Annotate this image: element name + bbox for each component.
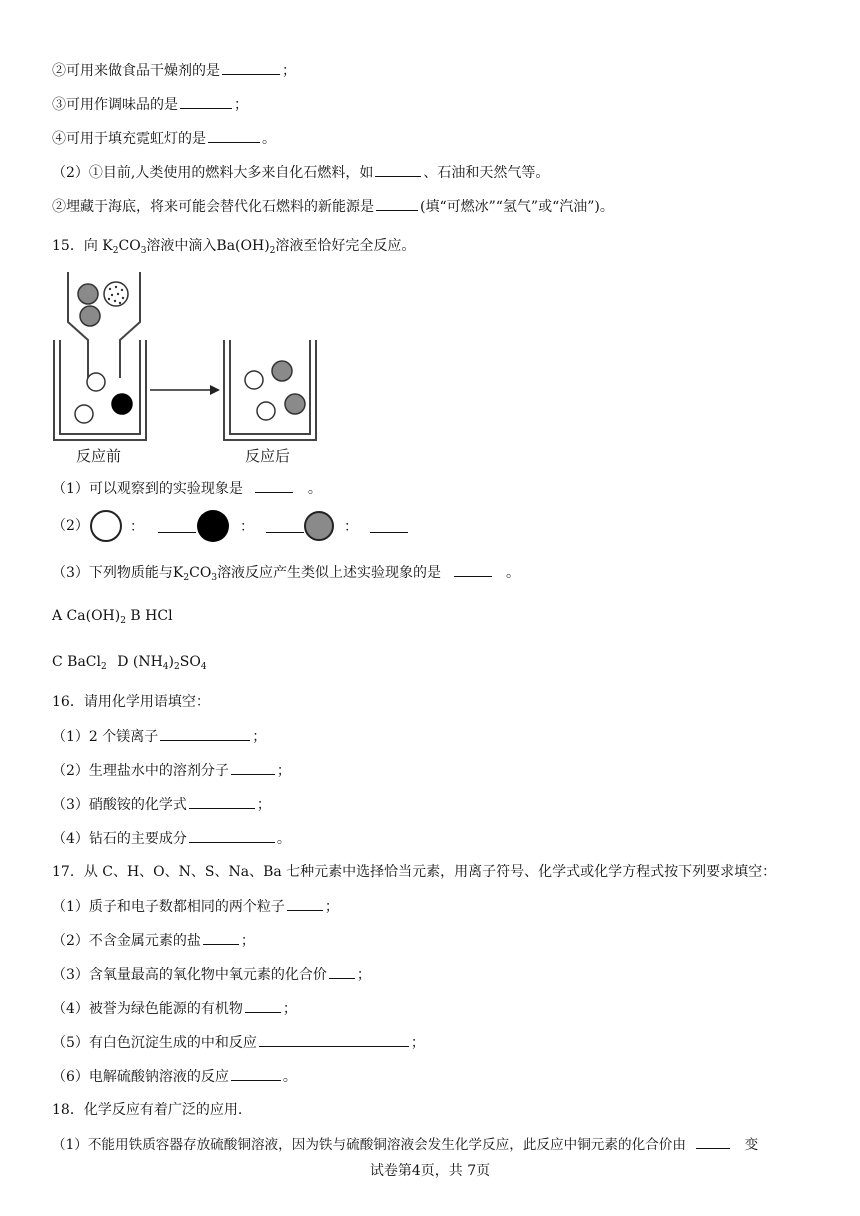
answer-blank[interactable] (375, 162, 421, 177)
q14-line-2 (52, 60, 296, 81)
q17-line-1 (52, 896, 339, 917)
text: ③可用作调味品的是 (52, 97, 178, 113)
q15-part-2 (52, 516, 89, 536)
q15-part-3: （3）下列物质能与$K_2CO_3$溶液反应产生类似上述实验现象的是 。 (52, 562, 520, 588)
text: （1）不能用铁质容器存放硫酸铜溶液，因为铁与硫酸铜溶液会发生化学反应，此反应中铜元素的化合价由 (52, 1137, 686, 1153)
answer-blank[interactable] (208, 128, 260, 143)
q17-line-5 (52, 1032, 425, 1053)
text: （3）硝酸铵的化学式 (52, 797, 187, 813)
text: ； (234, 97, 248, 113)
text: ②埋藏于海底，将来可能会替代化石燃料的新能源是 (52, 199, 374, 215)
q15-part-1 (52, 478, 322, 499)
text: 溶液至恰好完全反应。 (275, 238, 416, 254)
q16-line-4 (52, 828, 291, 849)
q15-title: 15．向 $K_2CO_3$溶液中滴入$Ba(OH)_2$溶液至恰好完全反应。 (52, 238, 416, 256)
answer-blank[interactable] (266, 518, 304, 533)
text: ； (240, 933, 255, 949)
text: （5）有白色沉淀生成的中和反应 (52, 1035, 257, 1051)
option-a-b: A $Ca(OH)_2$ B HCl (52, 608, 173, 626)
answer-blank[interactable] (189, 828, 275, 843)
label-before: 反应前 (76, 447, 122, 465)
answer-blank[interactable] (370, 518, 408, 533)
page-footer: 试卷第4页，共 7页 (369, 1163, 491, 1179)
answer-blank[interactable] (180, 94, 232, 109)
answer-blank[interactable] (160, 726, 250, 741)
option-c: C BaCl (52, 654, 101, 670)
q16-title: 16．请用化学用语填空： (52, 694, 210, 710)
text: （4）被誉为绿色能源的有机物 (52, 1001, 243, 1017)
q17-line-2 (52, 930, 255, 951)
q17-line-6 (52, 1066, 297, 1087)
reaction-diagram (50, 268, 340, 458)
answer-blank[interactable] (158, 518, 196, 533)
answer-blank[interactable] (231, 760, 275, 775)
formula: K (102, 238, 113, 254)
text: （2）不含金属元素的盐 (52, 933, 201, 949)
q16-line-1 (52, 726, 266, 747)
q17-line-4 (52, 998, 297, 1019)
answer-blank[interactable] (696, 1134, 730, 1149)
formula: CO (118, 238, 141, 254)
answer-blank[interactable] (231, 1066, 281, 1081)
text: 。 (505, 565, 520, 581)
white-particle (75, 405, 93, 423)
text: ； (252, 729, 267, 745)
white-particle (91, 511, 121, 541)
text: （6）电解硫酸钠溶液的反应 (52, 1069, 229, 1085)
q14-part-2b (52, 196, 614, 217)
answer-blank[interactable] (259, 1032, 409, 1047)
text: 。 (282, 1069, 297, 1085)
option-c-d: C BaCl$_2$ D $(NH_4)_2SO_4$ (52, 654, 207, 672)
answer-blank[interactable] (245, 998, 281, 1013)
text: ； (324, 899, 339, 915)
option-a: A Ca(OH) (52, 608, 121, 624)
text: 。 (262, 131, 276, 147)
text: （1）质子和电子数都相同的两个粒子 (52, 899, 285, 915)
answer-blank[interactable] (189, 794, 255, 809)
text: （2）生理盐水中的溶剂分子 (52, 763, 229, 779)
text: （3）下列物质能与 (52, 565, 173, 581)
text: ； (356, 967, 371, 983)
answer-blank[interactable] (376, 196, 418, 211)
text: （1）可以观察到的实验现象是 (52, 481, 243, 497)
answer-blank[interactable] (329, 964, 355, 979)
answer-blank[interactable] (454, 562, 492, 577)
text: ④可用于填充霓虹灯的是 (52, 131, 206, 147)
text: 变 (744, 1137, 759, 1153)
text: ②可用来做食品干燥剂的是 (52, 63, 220, 79)
option-b: B HCl (130, 608, 173, 624)
text: （2）①目前,人类使用的燃料大多来自化石燃料，如 (52, 165, 374, 181)
black-particle (197, 510, 229, 542)
text: 溶液反应产生类似上述实验现象的是 (217, 565, 442, 581)
gray-particle (305, 512, 333, 540)
q17-line-3 (52, 964, 371, 985)
dropper (68, 272, 140, 378)
option-d: D (NH (117, 654, 163, 670)
text: （3）含氧量最高的氧化物中氧元素的化合价 (52, 967, 327, 983)
formula: K (172, 565, 184, 581)
text: 溶液中滴入 (146, 238, 217, 254)
white-particle (87, 373, 105, 391)
white-particle (245, 371, 263, 389)
white-particle (257, 402, 275, 420)
text: 。 (276, 831, 291, 847)
gray-particle (272, 361, 292, 381)
answer-blank[interactable] (287, 896, 323, 911)
gray-particle (78, 284, 98, 304)
q16-line-3 (52, 794, 271, 815)
q18-title: 18．化学反应有着广泛的应用. (52, 1102, 243, 1118)
colon: ： (240, 519, 254, 535)
answer-blank[interactable] (203, 930, 239, 945)
text: (填“可燃冰”“氢气”或“汽油”)。 (420, 199, 614, 215)
q14-line-3 (52, 94, 248, 115)
formula: CO (189, 565, 212, 581)
gray-particle (285, 394, 305, 414)
text: ； (276, 763, 291, 779)
text: （4）钻石的主要成分 (52, 831, 187, 847)
text: （2） (52, 518, 89, 534)
text: （1）2 个镁离子 (52, 729, 159, 745)
q17-title: 17．从 C、H、O、N、S、Na、Ba 七种元素中选择恰当元素，用离子符号、化学式或化学方程式按下列要求填空： (52, 864, 777, 880)
text: ； (282, 1001, 297, 1017)
beaker-after (224, 340, 316, 440)
q16-line-2 (52, 760, 291, 781)
answer-blank[interactable] (222, 60, 280, 75)
answer-blank[interactable] (255, 478, 293, 493)
text: ； (256, 797, 271, 813)
formula: SO (179, 654, 201, 670)
q14-line-4 (52, 128, 276, 149)
black-particle (112, 394, 132, 414)
text: 15．向 (52, 238, 98, 254)
text: ； (282, 63, 296, 79)
q14-part-2a (52, 162, 549, 183)
text: 、石油和天然气等。 (423, 165, 550, 181)
q18-line-1 (52, 1134, 758, 1155)
colon: ： (130, 519, 144, 535)
text: ； (410, 1035, 425, 1051)
gray-particle (80, 306, 100, 326)
dotted-particle (104, 282, 128, 306)
formula: ) (168, 654, 174, 670)
label-after: 反应后 (245, 447, 291, 465)
formula: Ba(OH) (216, 238, 270, 254)
text: 。 (307, 481, 322, 497)
arrow-icon (150, 385, 220, 395)
colon: ： (344, 519, 358, 535)
